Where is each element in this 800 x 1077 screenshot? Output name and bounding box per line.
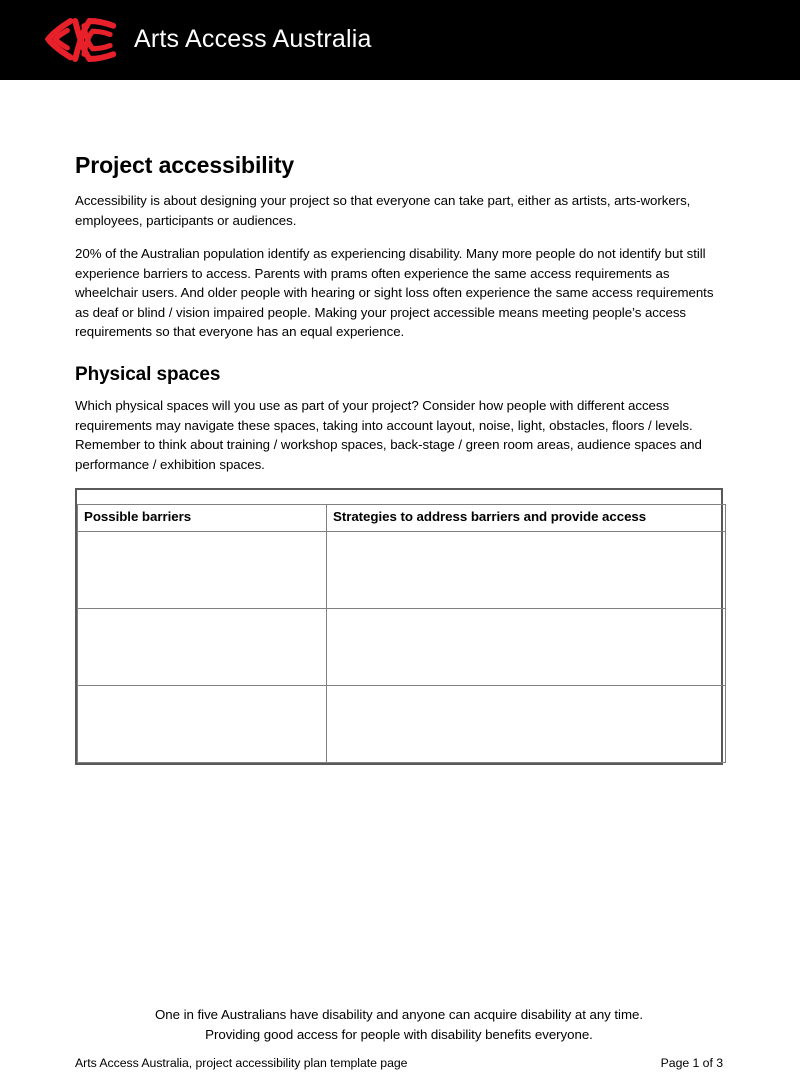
table-row <box>78 609 726 686</box>
cell-strategy-1[interactable] <box>327 532 726 609</box>
footer-tagline <box>75 1005 723 1045</box>
tagline-line-1: One in five Australians have disability and anyone can acquire disability at any time. <box>155 1007 643 1022</box>
cell-strategy-2[interactable] <box>327 609 726 686</box>
header-branding <box>40 0 372 80</box>
physical-spaces-paragraph: Which physical spaces will you use as part of your project? Consider how people with different access requirements may navigate these spaces, taking into account layout, noise, light, obstacles, floors / levels. Remember to think about training / workshop spaces, back-stage / green room areas, audience spaces and performance / exhibition spaces. <box>75 398 702 472</box>
page-header-band <box>0 0 800 80</box>
barriers-table-frame <box>75 488 723 765</box>
footer-page-number: Page 1 of 3 <box>660 1056 723 1070</box>
intro-paragraph: Accessibility is about designing your project so that everyone can take part, either as artists, arts-workers, employees, participants or audiences. <box>75 193 691 228</box>
cell-strategy-3[interactable] <box>327 686 726 763</box>
statistics-paragraph: 20% of the Australian population identify as experiencing disability. Many more people do not identify but still experience barriers to access. Parents with prams often experience the same access requirements as wheelchair users. And older people with hearing or sight loss often experience the same access requirements as deaf or blind / vision impaired people. Making your project accessible means meeting people’s access requirements so that everyone has an equal experience. <box>75 246 714 340</box>
cell-barrier-3[interactable] <box>78 686 327 763</box>
table-row <box>78 686 726 763</box>
logo-wordmark: Arts Access Australia <box>134 24 372 53</box>
table-header-row <box>78 505 726 532</box>
page-title: Project accessibility <box>75 152 295 178</box>
cell-barrier-2[interactable] <box>78 609 327 686</box>
page-footer <box>75 1056 723 1070</box>
barriers-strategies-table <box>77 504 726 763</box>
column-header-strategies: Strategies to address barriers and provide access <box>327 505 726 532</box>
cell-barrier-1[interactable] <box>78 532 327 609</box>
section-heading-physical-spaces: Physical spaces <box>75 363 221 385</box>
tagline-line-2: Providing good access for people with disability benefits everyone. <box>205 1026 593 1042</box>
document-content <box>75 152 723 765</box>
table-row <box>78 532 726 609</box>
column-header-possible-barriers: Possible barriers <box>78 505 327 532</box>
arts-access-australia-logo-icon <box>40 2 120 78</box>
footer-source-label: Arts Access Australia, project accessibility plan template page <box>75 1056 408 1070</box>
